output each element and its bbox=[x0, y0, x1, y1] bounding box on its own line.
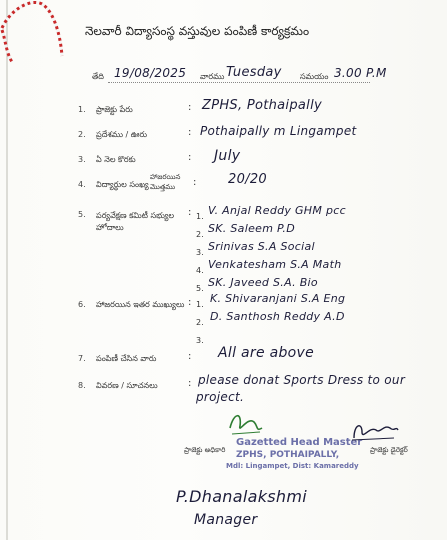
colon: : bbox=[188, 378, 192, 389]
remarks-line-2: project. bbox=[196, 390, 245, 404]
committee-label: పర్యవేక్షణ కమిటీ సభ్యుల హోదాలు bbox=[96, 211, 175, 232]
attendance-total-label: హాజరయిన మొత్తము bbox=[150, 173, 181, 191]
student-count-value: 20/20 bbox=[228, 172, 267, 187]
date-label: తేది bbox=[92, 72, 104, 81]
form-title: నెలవారీ విద్యాసంస్థ వస్తువుల పంపిణీ కార్యక్రమం bbox=[85, 24, 310, 38]
director-signature bbox=[350, 420, 400, 444]
committee-member-2: SK. Saleem P.D bbox=[208, 222, 296, 235]
colon: : bbox=[188, 152, 192, 163]
head-master-signature bbox=[226, 408, 266, 438]
stamp-title: Gazetted Head Master bbox=[236, 437, 363, 448]
row-2-number: 2. bbox=[78, 130, 86, 139]
sig-left-label: ప్రాజెక్టు అధికారి bbox=[184, 446, 226, 454]
committee-num-4: 4. bbox=[196, 266, 204, 275]
row-7-number: 7. bbox=[78, 354, 86, 363]
committee-num-3: 3. bbox=[196, 248, 204, 257]
others-num-3: 3. bbox=[196, 336, 204, 345]
page-fold-line bbox=[6, 0, 8, 540]
committee-member-5: SK. Javeed S.A. Bio bbox=[208, 276, 318, 289]
distributed-by-value: All are above bbox=[218, 345, 315, 361]
binding-string bbox=[0, 0, 70, 70]
committee-member-1: V. Anjal Reddy GHM pcc bbox=[208, 204, 346, 217]
remarks-line-1: please donat Sports Dress to our bbox=[198, 373, 406, 387]
colon: : bbox=[188, 297, 192, 308]
colon: : bbox=[188, 351, 192, 362]
day-value: Tuesday bbox=[226, 65, 282, 80]
committee-num-5: 5. bbox=[196, 284, 204, 293]
manager-name: P.Dhanalakshmi bbox=[176, 487, 307, 506]
sig-right-label: ప్రాజెక్టు డైరెక్టర్ bbox=[370, 446, 408, 454]
colon: : bbox=[188, 102, 192, 113]
other-attendee-2: D. Santhosh Reddy A.D bbox=[210, 310, 345, 323]
day-label: వారము bbox=[200, 72, 225, 81]
colon: : bbox=[188, 207, 192, 218]
other-attendee-1: K. Shivaranjani S.A Eng bbox=[210, 292, 346, 305]
colon: : bbox=[193, 177, 197, 188]
time-value: 3.00 P.M bbox=[334, 66, 387, 80]
colon: : bbox=[188, 127, 192, 138]
stamp-address: Mdl: Lingampet, Dist: Kamareddy bbox=[226, 462, 359, 470]
project-name-label: ప్రాజెక్టు పేరు bbox=[96, 105, 133, 114]
month-label: ఏ నెల కొరకు bbox=[96, 155, 136, 164]
date-underline bbox=[108, 82, 370, 83]
row-6-number: 6. bbox=[78, 300, 86, 309]
manager-title: Manager bbox=[194, 512, 258, 528]
committee-num-2: 2. bbox=[196, 230, 204, 239]
time-label: సమయం bbox=[300, 72, 329, 81]
committee-member-4: Venkatesham S.A Math bbox=[208, 258, 342, 271]
student-count-label: విద్యార్థుల సంఖ్య bbox=[96, 180, 149, 189]
row-1-number: 1. bbox=[78, 105, 86, 114]
distributed-by-label: పంపిణీ చేసిన వారు bbox=[96, 354, 157, 363]
place-label: ప్రదేశము / ఊరు bbox=[96, 130, 148, 139]
others-num-2: 2. bbox=[196, 318, 204, 327]
place-value: Pothaipally m Lingampet bbox=[200, 124, 357, 138]
remarks-label: వివరణ / సూచనలు bbox=[96, 381, 158, 390]
committee-num-1: 1. bbox=[196, 212, 204, 221]
row-3-number: 3. bbox=[78, 155, 86, 164]
row-5-number: 5. bbox=[78, 210, 86, 219]
stamp-school: ZPHS, POTHAIPALLY, bbox=[236, 450, 340, 460]
others-label: హాజరయిన ఇతర ముఖ్యులు bbox=[96, 300, 185, 309]
date-value: 19/08/2025 bbox=[114, 66, 187, 80]
row-4-number: 4. bbox=[78, 180, 86, 189]
project-name-value: ZPHS, Pothaipally bbox=[202, 98, 322, 113]
month-value: July bbox=[214, 148, 241, 164]
committee-member-3: Srinivas S.A Social bbox=[208, 240, 315, 253]
others-num-1: 1. bbox=[196, 300, 204, 309]
row-8-number: 8. bbox=[78, 381, 86, 390]
